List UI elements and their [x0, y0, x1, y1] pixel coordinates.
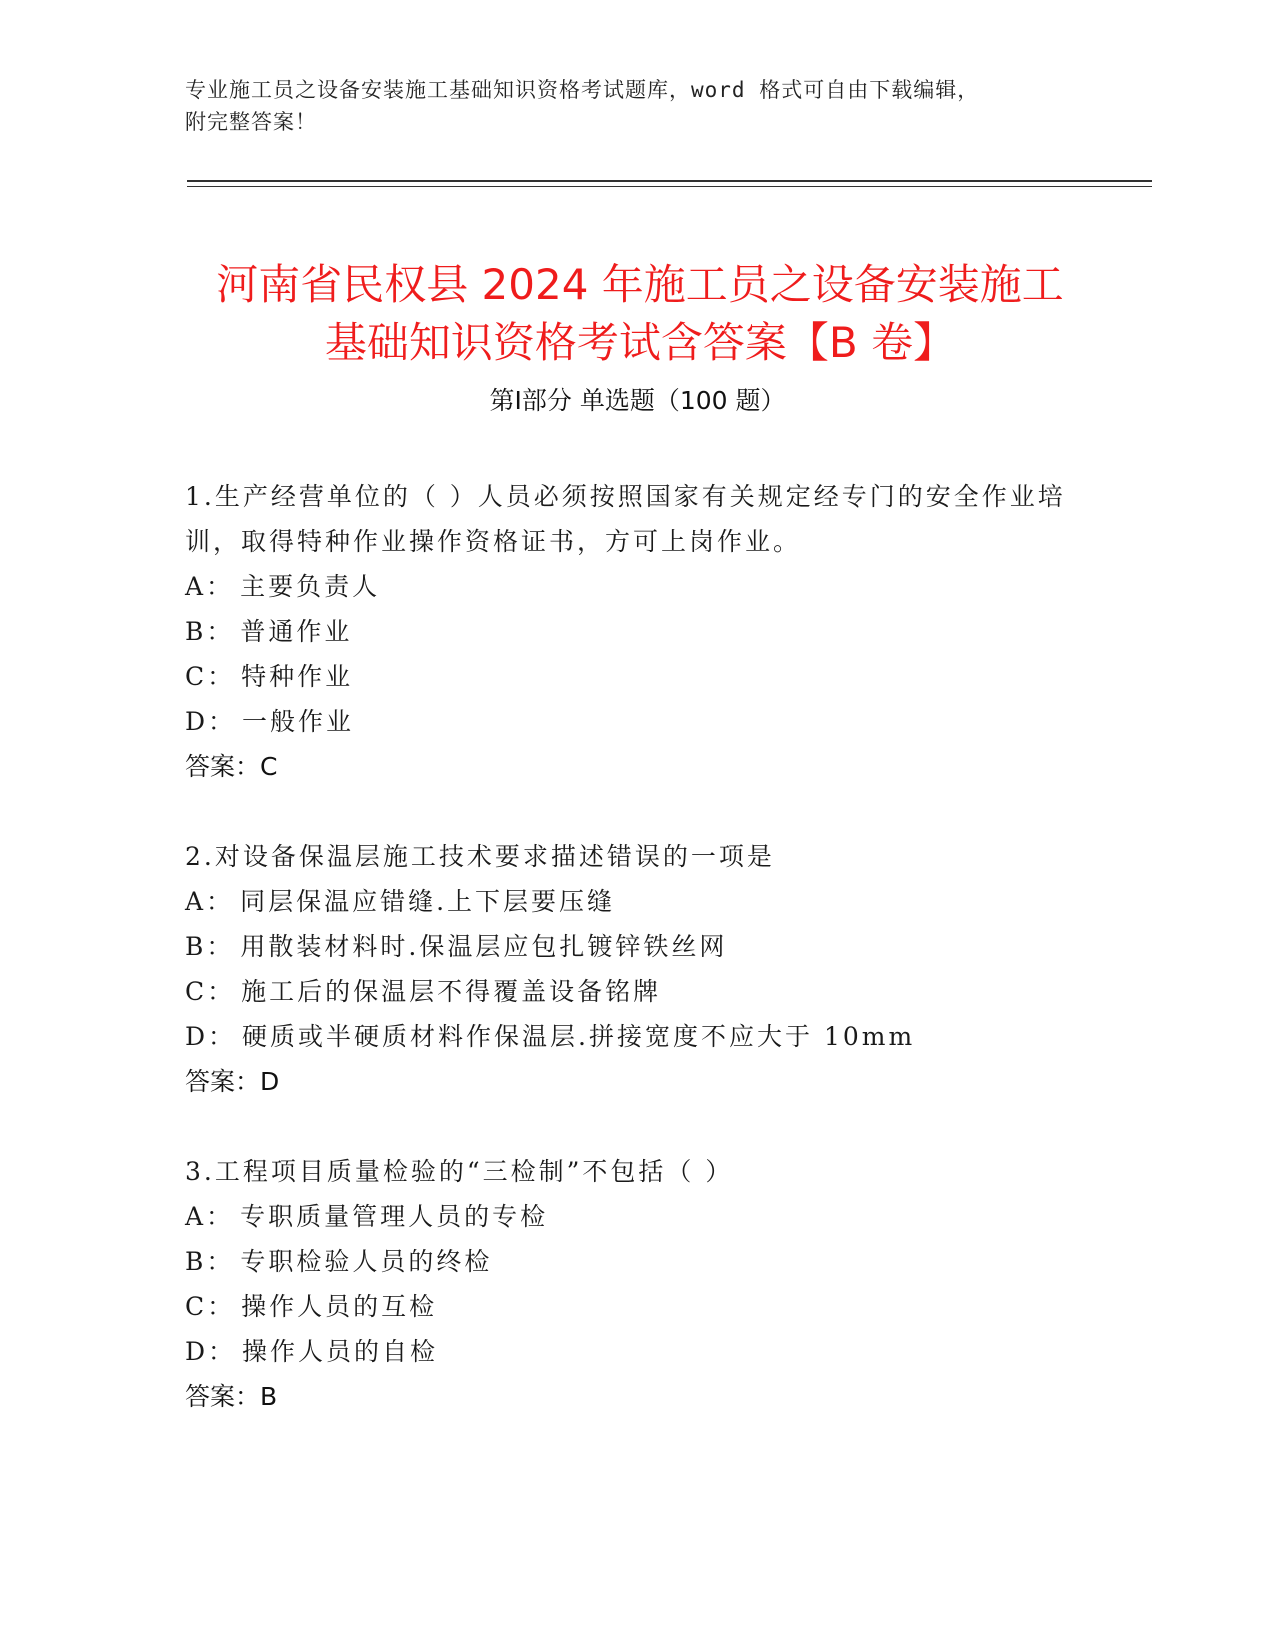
option-a — [185, 1194, 1085, 1239]
question-1 — [185, 474, 1085, 789]
header-rule-thin — [187, 186, 1152, 187]
document-title-line-1: 河南省民权县 2024 年施工员之设备安装施工 — [216, 260, 1064, 310]
option-key: D： — [185, 1337, 237, 1366]
answer: 答案：D — [185, 1067, 280, 1096]
question-spacer — [185, 1104, 1085, 1149]
option-text: 一般作业 — [242, 707, 355, 736]
option-d — [185, 699, 1085, 744]
question-2 — [185, 834, 1085, 1104]
option-a — [185, 564, 1085, 609]
option-key: B： — [185, 1247, 235, 1276]
option-text: 用散装材料时.保温层应包扎镀锌铁丝网 — [240, 932, 728, 961]
option-key: D： — [185, 707, 237, 736]
document-title-line-2: 基础知识资格考试含答案【B 卷】 — [324, 318, 956, 368]
option-text: 专职检验人员的终检 — [240, 1247, 493, 1276]
option-b — [185, 609, 1085, 654]
question-stem: 1.生产经营单位的（ ）人员必须按照国家有关规定经专门的安全作业培训，取得特种作业操作资格证书，方可上岗作业。 — [185, 482, 1066, 556]
answer: 答案：B — [185, 1382, 278, 1411]
option-text: 操作人员的自检 — [242, 1337, 439, 1366]
header-note — [185, 74, 1085, 138]
option-c — [185, 1284, 1085, 1329]
question-3 — [185, 1149, 1085, 1419]
header-note-line-1: 专业施工员之设备安装施工基础知识资格考试题库，word 格式可自由下载编辑， — [185, 78, 980, 102]
option-b — [185, 924, 1085, 969]
header-note-line-2: 附完整答案！ — [185, 110, 317, 134]
question-stem: 3.工程项目质量检验的“三检制”不包括（ ） — [185, 1157, 734, 1186]
question-spacer — [185, 789, 1085, 834]
option-key: C： — [185, 977, 236, 1006]
option-c — [185, 969, 1085, 1014]
option-key: B： — [185, 932, 235, 961]
question-stem: 2.对设备保温层施工技术要求描述错误的一项是 — [185, 842, 775, 871]
option-text: 施工后的保温层不得覆盖设备铭牌 — [241, 977, 662, 1006]
option-text: 专职质量管理人员的专检 — [240, 1202, 549, 1231]
question-list — [185, 474, 1085, 1419]
option-key: A： — [185, 887, 235, 916]
header-rule-thick — [187, 180, 1152, 182]
option-text: 操作人员的互检 — [241, 1292, 438, 1321]
answer: 答案：C — [185, 752, 278, 781]
option-key: D： — [185, 1022, 237, 1051]
option-text: 主要负责人 — [240, 572, 381, 601]
option-text: 普通作业 — [240, 617, 353, 646]
option-key: C： — [185, 1292, 236, 1321]
option-key: A： — [185, 572, 235, 601]
option-text: 特种作业 — [241, 662, 354, 691]
option-d — [185, 1014, 1085, 1059]
option-text: 同层保温应错缝.上下层要压缝 — [240, 887, 616, 916]
option-key: A： — [185, 1202, 235, 1231]
document-title — [140, 256, 1140, 372]
option-c — [185, 654, 1085, 699]
option-key: B： — [185, 617, 235, 646]
option-text: 硬质或半硬质材料作保温层.拼接宽度不应大于 10mm — [242, 1022, 916, 1051]
option-d — [185, 1329, 1085, 1374]
option-b — [185, 1239, 1085, 1284]
option-a — [185, 879, 1085, 924]
option-key: C： — [185, 662, 236, 691]
section-title: 第Ⅰ部分 单选题（100 题） — [489, 386, 786, 415]
